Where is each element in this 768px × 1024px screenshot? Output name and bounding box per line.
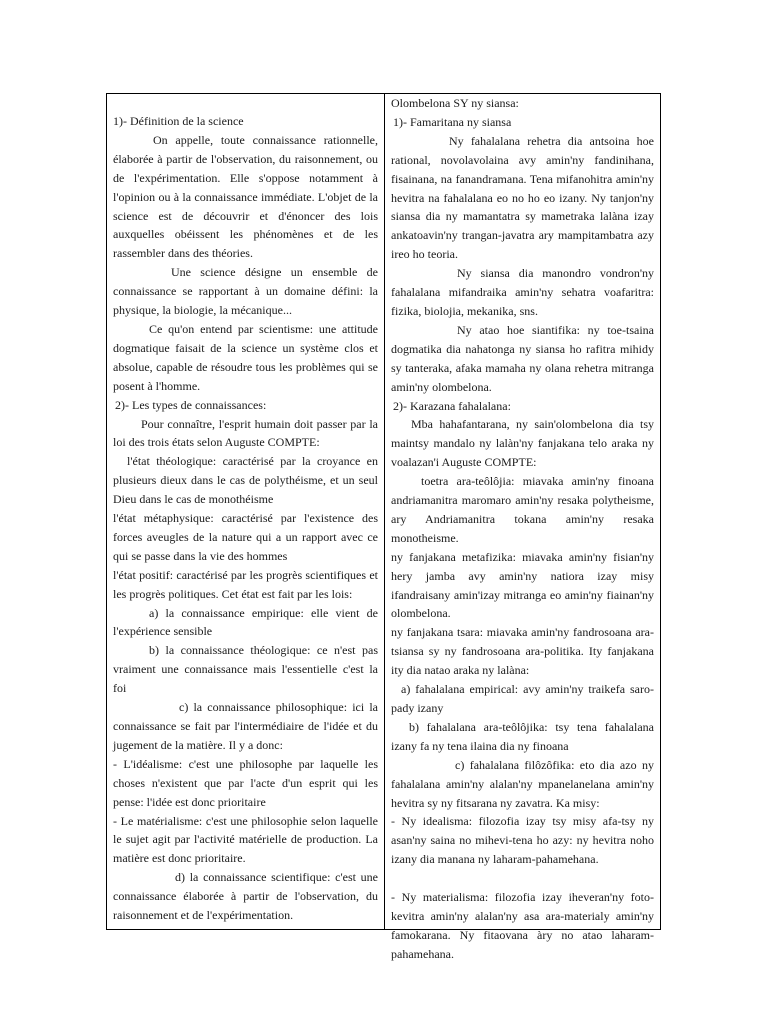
french-knowledge-c: c) la connaissance philosophique: ici la connaissance se fait par l'intermédiaire de l'idée et du jugement de la matière. Il y a donc:	[113, 700, 378, 752]
malagasy-state-metaphysical: ny fanjakana metafizika: miavaka amin'ny fisian'ny hery jamba avy amin'ny natiora izay misy ifandraisany amin'izay mitranga eo amin'ny fiainan'ny olombelona.	[391, 549, 654, 621]
french-knowledge-a: a) la connaissance empirique: elle vient de l'expérience sensible	[113, 605, 378, 639]
french-section2-intro: Pour connaître, l'esprit humain doit passer par la loi des trois états selon Auguste COMPTE:	[113, 416, 378, 450]
french-section1-paragraph3: Ce qu'on entend par scientisme: une attitude dogmatique faisait de la science un système clos et absolue, capable de résoudre tous les problèmes qui se posent à l'homme.	[113, 321, 378, 393]
french-knowledge-b: b) la connaissance théologique: ce n'est pas vraiment une connaissance mais l'essentielle c'est la foi	[113, 643, 378, 696]
french-column	[107, 94, 385, 929]
french-state-theological: l'état théologique: caractérisé par la croyance en plusieurs dieux dans le cas de polythéisme, et un seul Dieu dans le cas de monothéisme	[113, 454, 378, 507]
french-idealism: - L'idéalisme: c'est une philosophe par laquelle les choses n'existent que par l'acte d'un esprit qui les pense: l'idée est donc prioritaire	[113, 756, 378, 809]
malagasy-knowledge-b: b) fahalalana ara-teôlôjika: tsy tena fahalalana izany fa ny tena ilaina dia ny finoana	[391, 719, 654, 753]
malagasy-section1-paragraph2: Ny siansa dia manondro vondron'ny fahalalana mifandraika amin'ny sehatra voafaritra: fizika, biolojia, mekanika, sns.	[391, 266, 654, 318]
malagasy-state-positive: ny fanjakana tsara: miavaka amin'ny fandrosoana ara-tsiansa sy ny fandrosoana ara-politika. Ity fanjakana ity dia natao araka ny lalàna:	[391, 625, 654, 678]
french-materialism: - Le matérialisme: c'est une philosophie selon laquelle le sujet agit par l'activité matérielle de production. La matière est donc prioritaire.	[113, 813, 378, 866]
french-knowledge-d: d) la connaissance scientifique: c'est une connaissance élaborée à partir de l'observation, du raisonnement et de l'expérimentation.	[113, 870, 378, 923]
french-section2-heading: 2)- Les types de connaissances:	[115, 397, 267, 412]
malagasy-knowledge-c: c) fahalalana filôzôfika: eto dia azo ny fahalalana amin'ny alalan'ny mpanelanelana amin'ny hevitra sy ny fitsarana ny zavatra. Ka misy:	[391, 757, 654, 810]
malagasy-section2-heading: 2)- Karazana fahalalana:	[393, 398, 511, 413]
malagasy-section1-paragraph1: Ny fahalalana rehetra dia antsoina hoe rational, novolavolaina avy amin'ny fandinihana, fisainana, na fanandramana. Tena mifanohitra amin'ny hevitra na fahalalana eo no ho eo izany. Ny tanjon'ny siansa dia ny mamantatra sy mametraka lalàna izay ankatoavin'ny trangan-javatra ary mampitambatra azy ireo ho teoria.	[391, 133, 654, 262]
french-section1-heading: 1)- Définition de la science	[113, 114, 244, 128]
malagasy-column	[385, 94, 660, 961]
malagasy-section1-paragraph3: Ny atao hoe siantifika: ny toe-tsaina dogmatika dia nahatonga ny siansa ho rafitra mihidy sy tanteraka, afaka mamaha ny olana rehetra mitranga amin'ny olombelona.	[391, 322, 654, 394]
malagasy-section2-intro: Mba hahafantarana, ny sain'olombelona dia tsy maintsy mandalo ny lalàn'ny fanjakana telo araka ny voalazan'i Auguste COMPTE:	[391, 417, 654, 470]
bilingual-text-table	[106, 93, 661, 961]
french-state-metaphysical: l'état métaphysique: caractérisé par l'existence des forces aveugles de la nature qui a un rapport avec ce qui se passe dans la vie des hommes	[113, 511, 378, 563]
french-section1-paragraph1: On appelle, toute connaissance rationnelle, élaborée à partir de l'observation, du raisonnement, ou de l'expérimentation. Elle s'oppose notamment à l'opinion ou à la connaissance immédiate. L'objet de la science est de découvrir et d'énoncer des lois auxquelles obéissent les phénomènes et de les rassembler dans des théories.	[113, 132, 378, 261]
malagasy-section1-heading: 1)- Famaritana ny siansa	[393, 114, 512, 129]
french-state-positive: l'état positif: caractérisé par les progrès scientifiques et les progrès politiques. Cet état est fait par les lois:	[113, 567, 378, 601]
malagasy-materialism: - Ny materialisma: filozofia izay iheveran'ny foto-kevitra amin'ny alalan'ny asa ara-materialy amin'ny famokarana. Ny fitaovana àry no atao laharam-pahamehana.	[391, 890, 654, 961]
malagasy-state-theological: toetra ara-teôlôjia: miavaka amin'ny finoana andriamanitra maromaro amin'ny resaka polytheisme, ary Andriamanitra tokana amin'ny resaka monotheisme.	[391, 474, 654, 545]
paragraph-spacer	[391, 869, 654, 888]
malagasy-title: Olombelona SY ny siansa:	[391, 96, 519, 110]
malagasy-knowledge-a: a) fahalalana empirical: avy amin'ny traikefa saro-pady izany	[391, 682, 654, 715]
french-section1-paragraph2: Une science désigne un ensemble de connaissance se rapportant à un domaine défini: la physique, la biologie, la mécanique...	[113, 265, 378, 318]
malagasy-idealism: - Ny idealisma: filozofia izay tsy misy afa-tsy ny asan'ny saina no mihevi-tena ho azy: ny hevitra noho izany dia manana ny laharam-pahamehana.	[391, 814, 654, 867]
